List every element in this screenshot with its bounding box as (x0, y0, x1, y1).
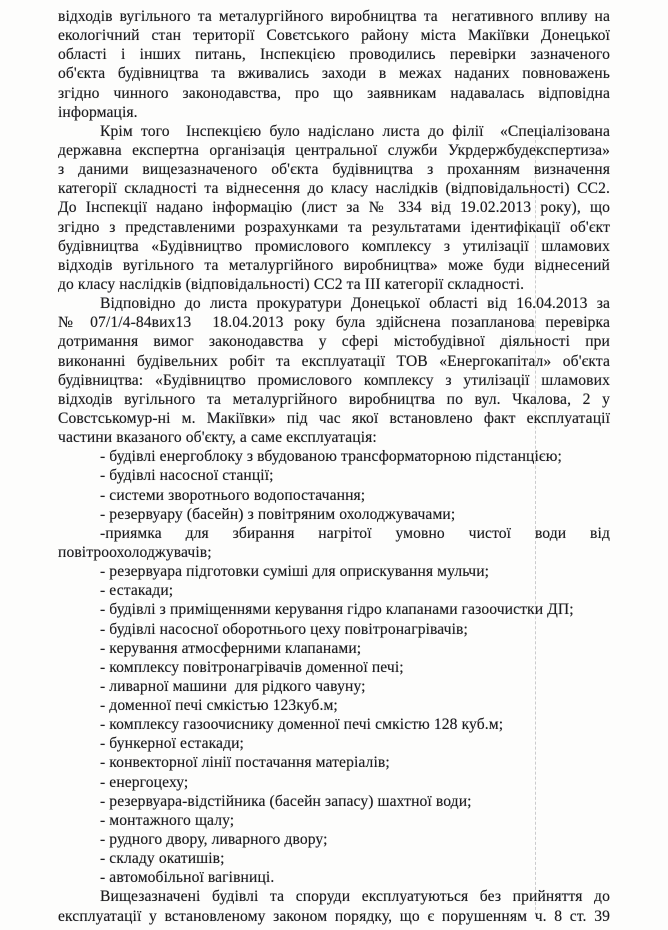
paragraph-line: повітроохолоджувачів; (58, 543, 212, 561)
paragraph-line: відходів вугільного та металургійного виробництва та негативного впливу на (58, 8, 610, 25)
list-item-line: - системи зворотнього водопостачання; (100, 486, 366, 504)
list-item-line: - складу окатишів; (100, 850, 225, 868)
paragraph-line: з даними вищезазначеного об'єкта будівництва з проханням визначення (58, 161, 610, 179)
paragraph-line: до класу наслідків (відповідальності) СС2 та ІІІ категорії складності. (58, 275, 525, 293)
list-item-line: - комплексу повітронагрівачів доменної печі; (100, 658, 404, 676)
paragraph-line: частини вказаного об'єкту, а саме експлуатація: (58, 429, 377, 447)
list-item-line: - будівлі з приміщеннями керування гідро клапанами газоочистки ДП; (100, 601, 574, 619)
list-item-line: - резервуара-відстійника (басейн запасу) шахтної води; (100, 792, 472, 810)
paragraph-line: Совстськомур-ні м. Макіївки» під час якої встановлено факт експлуатації (58, 409, 610, 427)
list-item-line: - керування атмосферними клапанами; (100, 639, 362, 657)
paragraph-line: № 07/1/4-84вих13 18.04.2013 року була здійснена позапланова перевірка (58, 314, 610, 332)
paragraph-line: виконанні будівельних робіт та експлуатації ТОВ «Енергокапітал» об'єкта (58, 352, 610, 370)
list-item-line: - рудного двору, ливарного двору; (100, 831, 328, 849)
list-item-line: - бункерної естакади; (100, 735, 244, 753)
paragraph-line: відходів вугільного та металургійного виробництва» може буди віднесений (58, 256, 610, 274)
paragraph-line: експлуатації у встановленому законом порядку, що є порушенням ч. 8 ст. 39 (58, 907, 610, 925)
list-item-line: - резервуара підготовки суміші для оприскування мульчи; (100, 563, 490, 581)
paragraph-line: області і інших питань, Інспекцією проводились перевірки зазначеного (58, 46, 610, 64)
list-item-line: - естакади; (100, 582, 174, 600)
list-item-line: - монтажного щалу; (100, 811, 235, 829)
paragraph-line: Відповідно до листа прокуратури Донецької області від 16.04.2013 за (100, 295, 610, 313)
list-item-line: - будівлі насосної оборотнього цеху повітронагрівачів; (100, 620, 468, 638)
paragraph-line: будівництва: «Будівництво промислового комплексу з утилізації шламових (58, 371, 610, 389)
paragraph-line: інформація. (58, 103, 138, 121)
list-item-line: - автомобільної вагівниці. (100, 869, 275, 887)
paragraph-line: категорії складності та віднесення до класу наслідків (відповідальності) СС2. (58, 180, 610, 198)
paragraph-line: відходів вугільного та металургійного виробництва по вул. Чкалова, 2 у (58, 390, 610, 408)
list-item-line: - конвекторної лінії постачання матеріалів; (100, 754, 390, 772)
list-item-line: - будівлі насосної станції; (100, 467, 274, 485)
list-item-line: -приямка для збирання нагрітої умовно чистої води від (100, 524, 610, 542)
list-item-line: - енергоцеху; (100, 773, 189, 791)
paragraph-line: згідно з представленими розрахунками та результатами ідентифікації об'єкт (58, 218, 610, 236)
paragraph-line: будівництва «Будівництво промислового комплексу з утилізації шламових (58, 237, 610, 255)
list-item-line: - ливарної машини для рідкого чавуну; (100, 677, 366, 695)
list-item-line: - комплексу газоочиснику доменної печі смкістю 128 куб.м; (100, 716, 504, 734)
paragraph-line: державна експертна організація центральної служби Укрдержбудекспертиза» (58, 141, 610, 159)
paragraph-line: об'єкта будівництва та вживались заходи в межах наданих повноважень (58, 65, 610, 83)
paragraph-line: згідно чинного законодавства, про що заявникам надавалась відповідна (58, 84, 610, 102)
paragraph-line: Вищезазначені будівлі та споруди експлуатуються без прийняття до (100, 888, 610, 906)
list-item-line: - резервуару (басейн) з повітряним охолоджувачами; (100, 505, 456, 523)
paragraph-line: дотримання вимог законодавства у сфері містобудівної діяльності при (58, 333, 610, 351)
paragraph-line: Крім того Інспекцією було надіслано листа до філії «Спеціалізована (100, 122, 610, 140)
list-item-line: - доменної печі смкістью 123куб.м; (100, 697, 338, 715)
document-text-block (58, 7, 610, 926)
paragraph-line: екологічний стан території Совєтського району міста Макіївки Донецької (58, 27, 610, 45)
list-item-line: - будівлі енергоблоку з вбудованою трансформаторною підстанцією; (100, 448, 562, 466)
paragraph-line: До Інспекції надано інформацію (лист за № 334 від 19.02.2013 року), що (58, 199, 610, 217)
